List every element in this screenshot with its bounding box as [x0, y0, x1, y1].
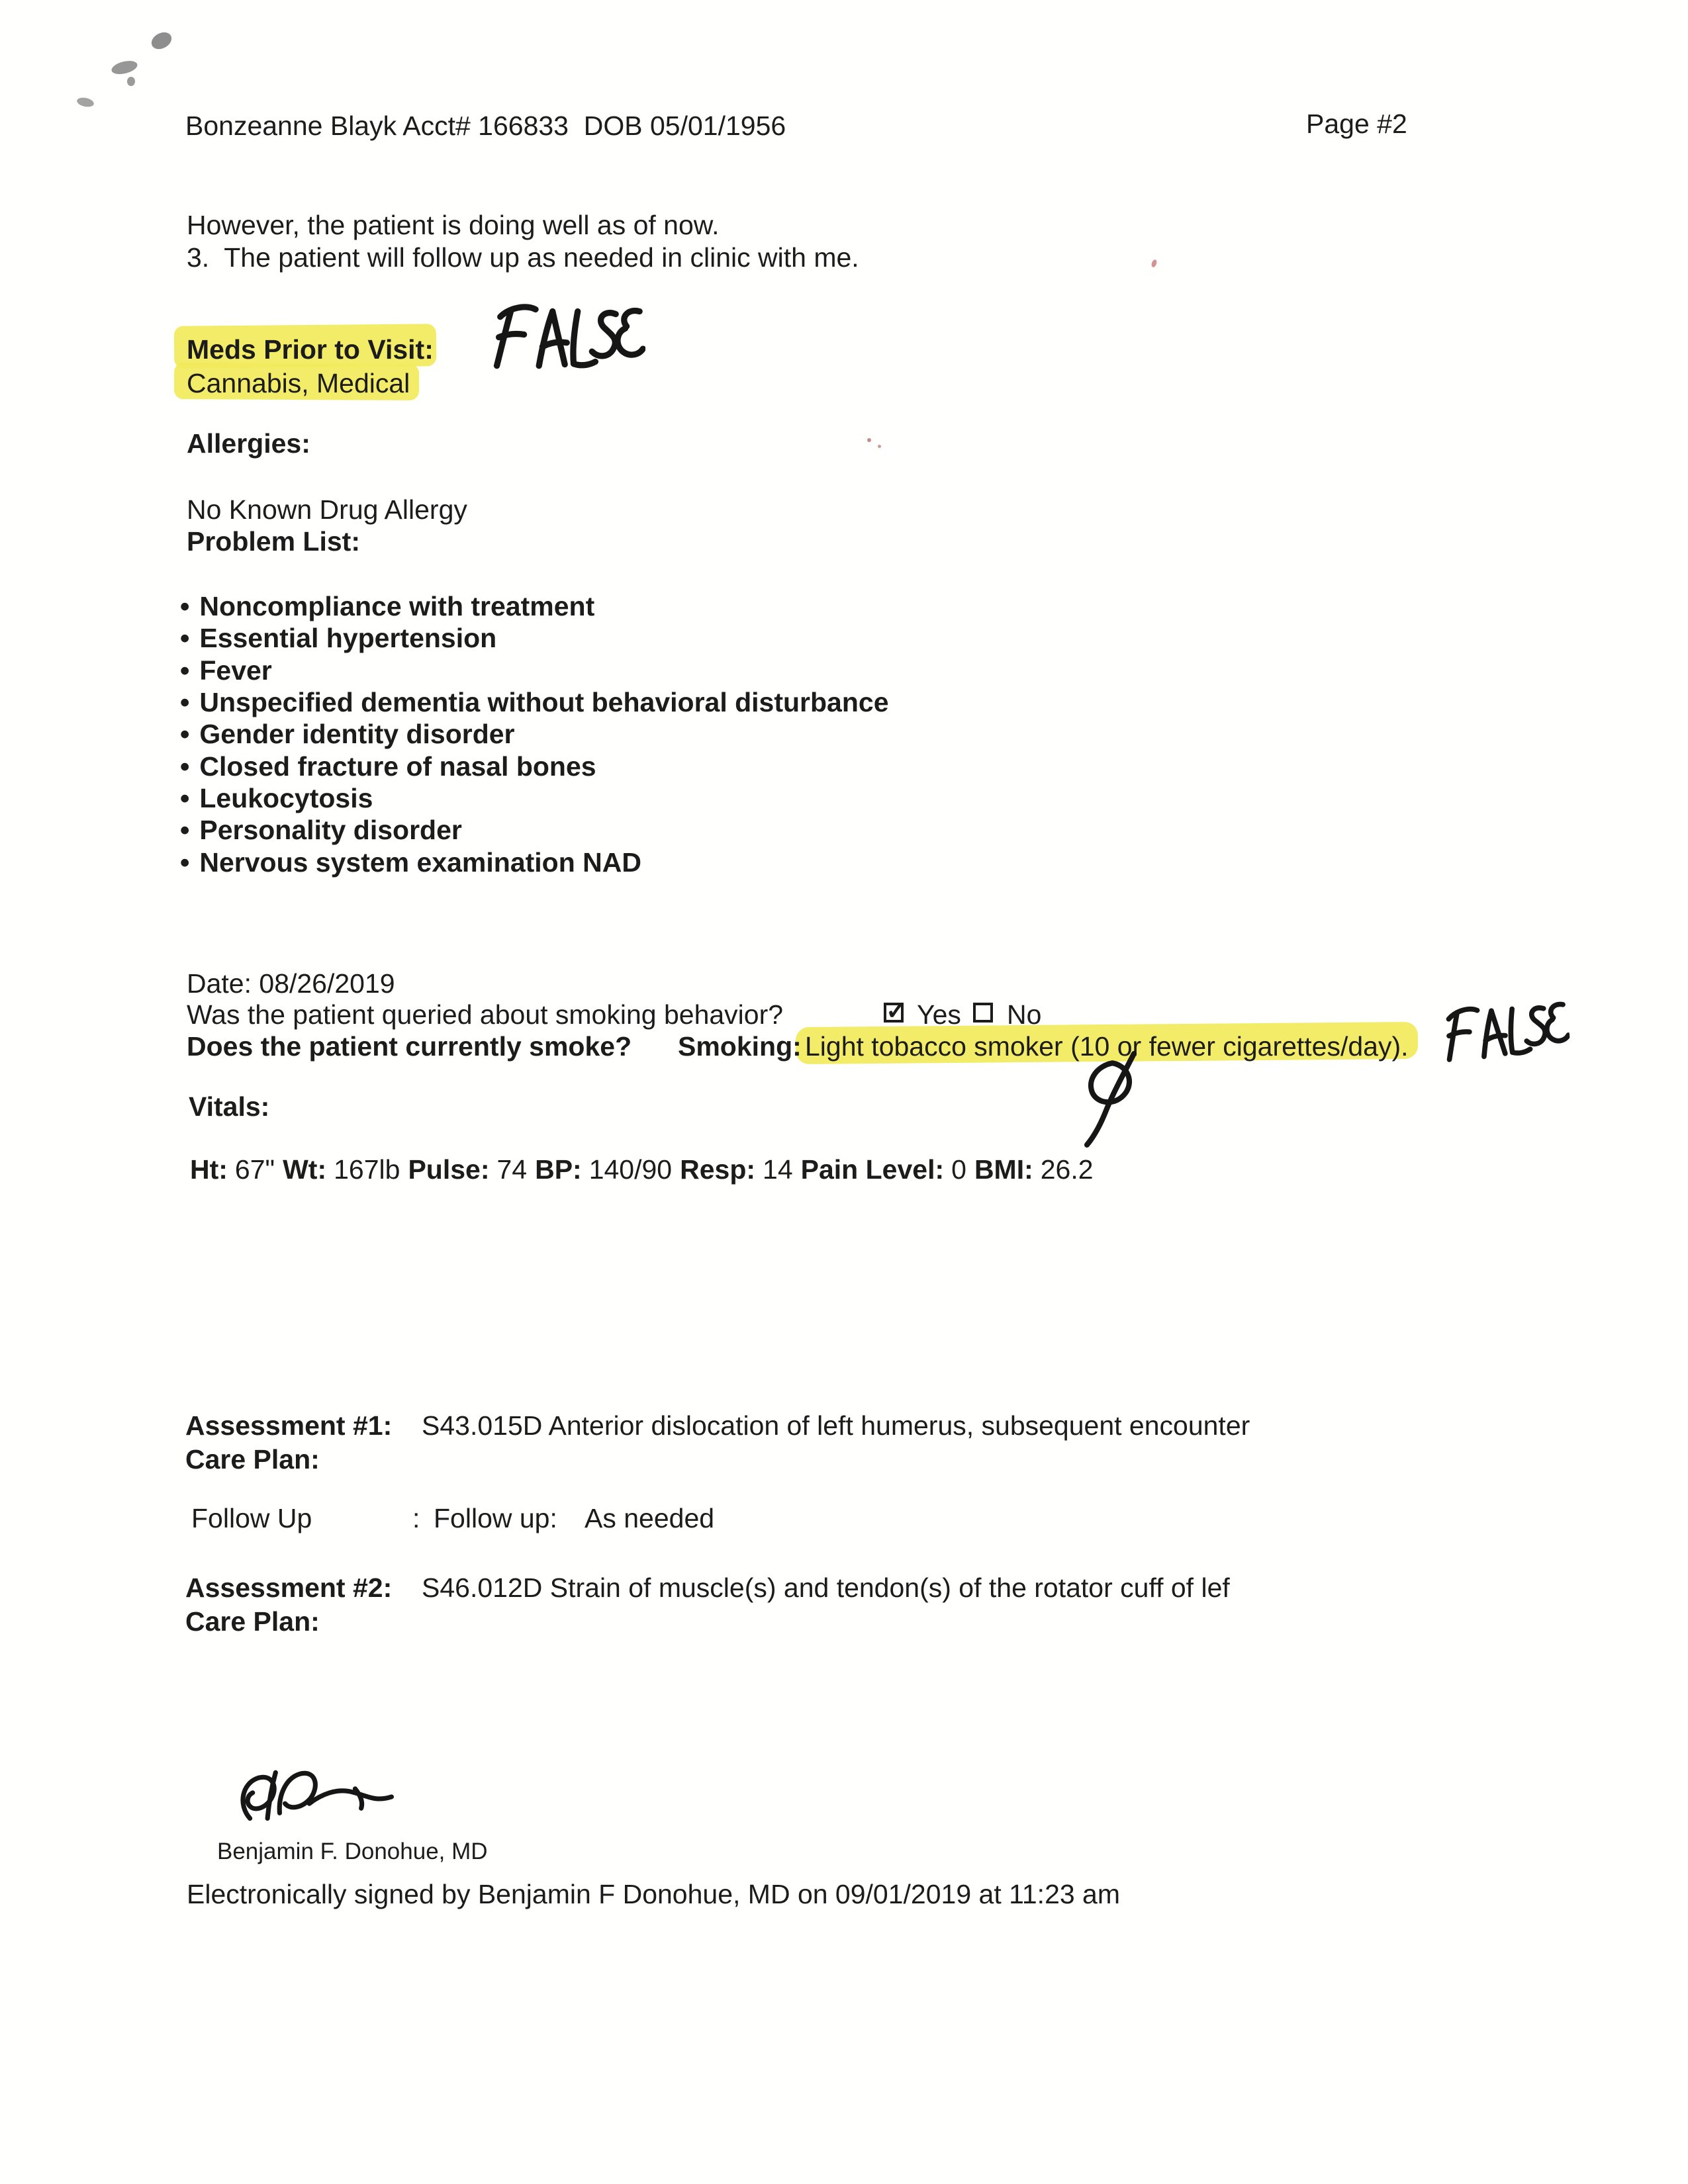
scan-speck	[878, 445, 881, 448]
problem-item-text: Gender identity disorder	[199, 719, 515, 749]
smoking-query-row	[187, 999, 1113, 1034]
problem-item-text: Personality disorder	[199, 815, 462, 845]
handwritten-false-annotation-meds	[473, 298, 645, 374]
care-plan-1-label: Care Plan:	[185, 1444, 320, 1475]
header-patient-info: Bonzeanne Blayk Acct# 166833 DOB 05/01/1956	[185, 111, 786, 141]
vital-label: BMI:	[974, 1154, 1033, 1185]
smoking-date: Date: 08/26/2019	[187, 968, 395, 999]
handwritten-phi-mark	[1078, 1050, 1144, 1150]
scan-smudge	[76, 96, 95, 108]
follow-up-row	[187, 1503, 981, 1537]
problem-item-text: Noncompliance with treatment	[199, 591, 595, 621]
bullet-icon: •	[180, 751, 190, 782]
yes-label: Yes	[917, 999, 961, 1030]
scan-smudge	[110, 58, 138, 76]
problem-item-text: Leukocytosis	[199, 783, 373, 813]
problem-item	[180, 623, 496, 654]
bullet-icon: •	[180, 847, 190, 878]
problem-item-text: Closed fracture of nasal bones	[199, 751, 596, 782]
smoking-value: Light tobacco smoker (10 or fewer cigarettes/day)	[805, 1031, 1401, 1062]
follow-up-col1: Follow Up	[191, 1503, 312, 1533]
allergies-label: Allergies:	[187, 428, 310, 459]
problem-item-text: Fever	[199, 655, 272, 686]
care-plan-2-label: Care Plan:	[185, 1606, 320, 1637]
vital-label: Resp:	[680, 1154, 756, 1185]
smoking-status-row	[187, 1031, 1511, 1066]
no-checkbox	[973, 1003, 993, 1023]
bullet-icon: •	[180, 687, 190, 717]
handwritten-false-annotation-smoking	[1426, 988, 1572, 1073]
assessment-2-row	[185, 1572, 1443, 1607]
checkmark-icon: ✓	[886, 997, 907, 1025]
bullet-icon: •	[180, 719, 190, 749]
vital-label: Ht:	[190, 1154, 228, 1185]
yes-checkbox	[884, 997, 907, 1025]
problem-item	[180, 847, 641, 878]
bullet-icon: •	[180, 783, 190, 813]
problem-item	[180, 719, 515, 750]
problem-item-text: Nervous system examination NAD	[199, 847, 641, 878]
bullet-icon: •	[180, 623, 190, 653]
assessment-1-value: S43.015D Anterior dislocation of left humerus, subsequent encounter	[422, 1410, 1250, 1441]
scan-smudge	[148, 29, 174, 52]
assessment-2-label: Assessment #2:	[185, 1572, 393, 1603]
assessment-1-label: Assessment #1:	[185, 1410, 393, 1441]
smoking-label: Smoking:	[678, 1031, 802, 1062]
problem-item	[180, 815, 462, 846]
vital-label: Pulse:	[408, 1154, 490, 1185]
signature-attestation: Electronically signed by Benjamin F Donohue, MD on 09/01/2019 at 11:23 am	[187, 1879, 1121, 1909]
meds-prior-label: Meds Prior to Visit:	[187, 334, 434, 365]
problem-list-label: Problem List:	[187, 526, 360, 557]
narrative-line-1: However, the patient is doing well as of now.	[187, 210, 720, 240]
smoking-query-question: Was the patient queried about smoking behavior?	[187, 999, 784, 1030]
problem-item-text: Essential hypertension	[199, 623, 497, 653]
vitals-values-line	[190, 1154, 1102, 1186]
signature-name: Benjamin F. Donohue, MD	[217, 1839, 488, 1864]
vital-label: BP:	[535, 1154, 582, 1185]
signature-scribble	[235, 1760, 404, 1835]
header-page-number: Page #2	[1306, 109, 1407, 139]
vital-value: 167lb	[334, 1154, 400, 1185]
problem-item	[180, 687, 889, 718]
problem-item-text: Unspecified dementia without behavioral disturbance	[199, 687, 889, 717]
scan-smudge	[127, 77, 135, 86]
narrative-line-2: 3. The patient will follow up as needed in clinic with me.	[187, 242, 859, 273]
meds-prior-value: Cannabis, Medical	[187, 368, 410, 398]
bullet-icon: •	[180, 815, 190, 845]
problem-item	[180, 591, 594, 622]
vital-value: 67"	[234, 1154, 275, 1185]
scan-speck	[867, 438, 871, 442]
bullet-icon: •	[180, 591, 190, 621]
vitals-label: Vitals:	[189, 1091, 270, 1122]
vital-label: Wt:	[283, 1154, 327, 1185]
smoking-period: .	[1401, 1031, 1409, 1062]
follow-up-col2: Follow up:	[434, 1503, 557, 1533]
follow-up-value: As needed	[585, 1503, 715, 1533]
problem-item	[180, 751, 596, 782]
vital-value: 14	[763, 1154, 793, 1185]
vital-value: 74	[496, 1154, 528, 1185]
vital-value: 140/90	[588, 1154, 673, 1185]
vital-value: 0	[951, 1154, 966, 1185]
assessment-1-row	[185, 1410, 1443, 1445]
problem-item	[180, 655, 272, 686]
vital-label: Pain Level:	[800, 1154, 945, 1185]
assessment-2-value: S46.012D Strain of muscle(s) and tendon(s) of the rotator cuff of lef	[422, 1572, 1230, 1603]
bullet-icon: •	[180, 655, 190, 686]
smoke-question: Does the patient currently smoke?	[187, 1031, 632, 1062]
allergies-value: No Known Drug Allergy	[187, 494, 467, 525]
vital-value: 26.2	[1040, 1154, 1094, 1185]
no-label: No	[1007, 999, 1042, 1030]
scan-speck	[1150, 259, 1158, 268]
follow-up-colon: :	[412, 1503, 420, 1533]
problem-item	[180, 783, 373, 814]
